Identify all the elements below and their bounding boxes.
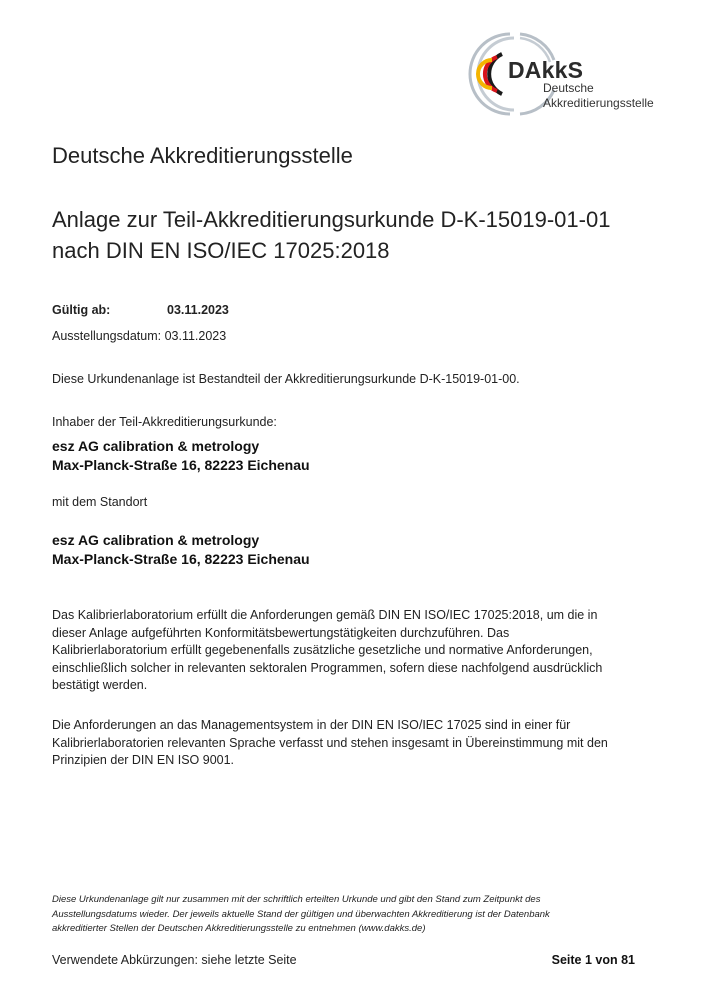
- paragraph-line: Das Kalibrierlaboratorium erfüllt die Anforderungen gemäß DIN EN ISO/IEC 17025:2018, um die in: [52, 608, 598, 622]
- paragraph-line: Die Anforderungen an das Managementsystem in der DIN EN ISO/IEC 17025 sind in einer für: [52, 718, 571, 732]
- logo-name: DAkkS: [508, 57, 584, 83]
- dakks-logo: [468, 30, 668, 116]
- valid-from-value: 03.11.2023: [167, 303, 229, 317]
- organization-heading: Deutsche Akkreditierungsstelle: [52, 143, 353, 168]
- document-title-line: Anlage zur Teil-Akkreditierungsurkunde D-K-15019-01-01: [52, 207, 611, 232]
- issue-date-label: Ausstellungsdatum:: [52, 329, 162, 343]
- footnote-line: akkreditierter Stellen der Deutschen Akkreditierungsstelle zu entnehmen (www.dakks.de): [52, 923, 426, 934]
- paragraph-line: Kalibrierlaboratorien relevanten Sprache verfasst und stehen insgesamt in Übereinstimmung mit den: [52, 735, 608, 750]
- valid-from-label: Gültig ab:: [52, 303, 111, 317]
- footnote: [52, 893, 662, 937]
- abbreviations-note: Verwendete Abkürzungen: siehe letzte Seite: [52, 953, 297, 967]
- site-name: esz AG calibration & metrology: [52, 532, 260, 548]
- issue-date-value: 03.11.2023: [164, 329, 227, 343]
- page-number: Seite 1 von 81: [551, 953, 635, 967]
- paragraph-line: Kalibrierlaboratorium erfüllt gegebenenfalls zusätzliche gesetzliche und normative Anforderungen,: [52, 643, 593, 657]
- logo-subtitle-line: Deutsche: [543, 81, 594, 95]
- logo-subtitle-line: Akkreditierungsstelle: [543, 96, 654, 110]
- footnote-line: Diese Urkundenanlage gilt nur zusammen mit der schriftlich erteilten Urkunde und gibt den Stand zum Zeitpunkt des: [52, 894, 541, 905]
- site-address: Max-Planck-Straße 16, 82223 Eichenau: [52, 551, 310, 567]
- holder-name: esz AG calibration & metrology: [52, 438, 260, 454]
- paragraph-line: Prinzipien der DIN EN ISO 9001.: [52, 753, 235, 767]
- requirements-paragraph: [52, 607, 662, 695]
- site-label: mit dem Standort: [52, 495, 148, 509]
- logo-subtitle: [543, 81, 654, 111]
- footnote-line: Ausstellungsdatums wieder. Der jeweils aktuelle Stand der gültigen und überwachten Akkreditierung ist der Datenbank: [52, 908, 550, 920]
- issue-date-row: [52, 329, 226, 343]
- paragraph-line: bestätigt werden.: [52, 678, 148, 692]
- holder-label: Inhaber der Teil-Akkreditierungsurkunde:: [52, 415, 277, 429]
- document-title-line: nach DIN EN ISO/IEC 17025:2018: [52, 238, 390, 263]
- valid-from-row: [52, 303, 229, 317]
- paragraph-line: dieser Anlage aufgeführten Konformitätsbewertungstätigkeiten durchzuführen. Das: [52, 625, 510, 640]
- paragraph-line: einschließlich solcher in relevanten sektoralen Programmen, sofern diese nachfolgend ausdrücklich: [52, 660, 603, 675]
- annex-statement: Diese Urkundenanlage ist Bestandteil der Akkreditierungsurkunde D-K-15019-01-00.: [52, 372, 520, 386]
- document-title: [52, 204, 672, 266]
- management-system-paragraph: [52, 717, 662, 770]
- holder-address: Max-Planck-Straße 16, 82223 Eichenau: [52, 457, 310, 473]
